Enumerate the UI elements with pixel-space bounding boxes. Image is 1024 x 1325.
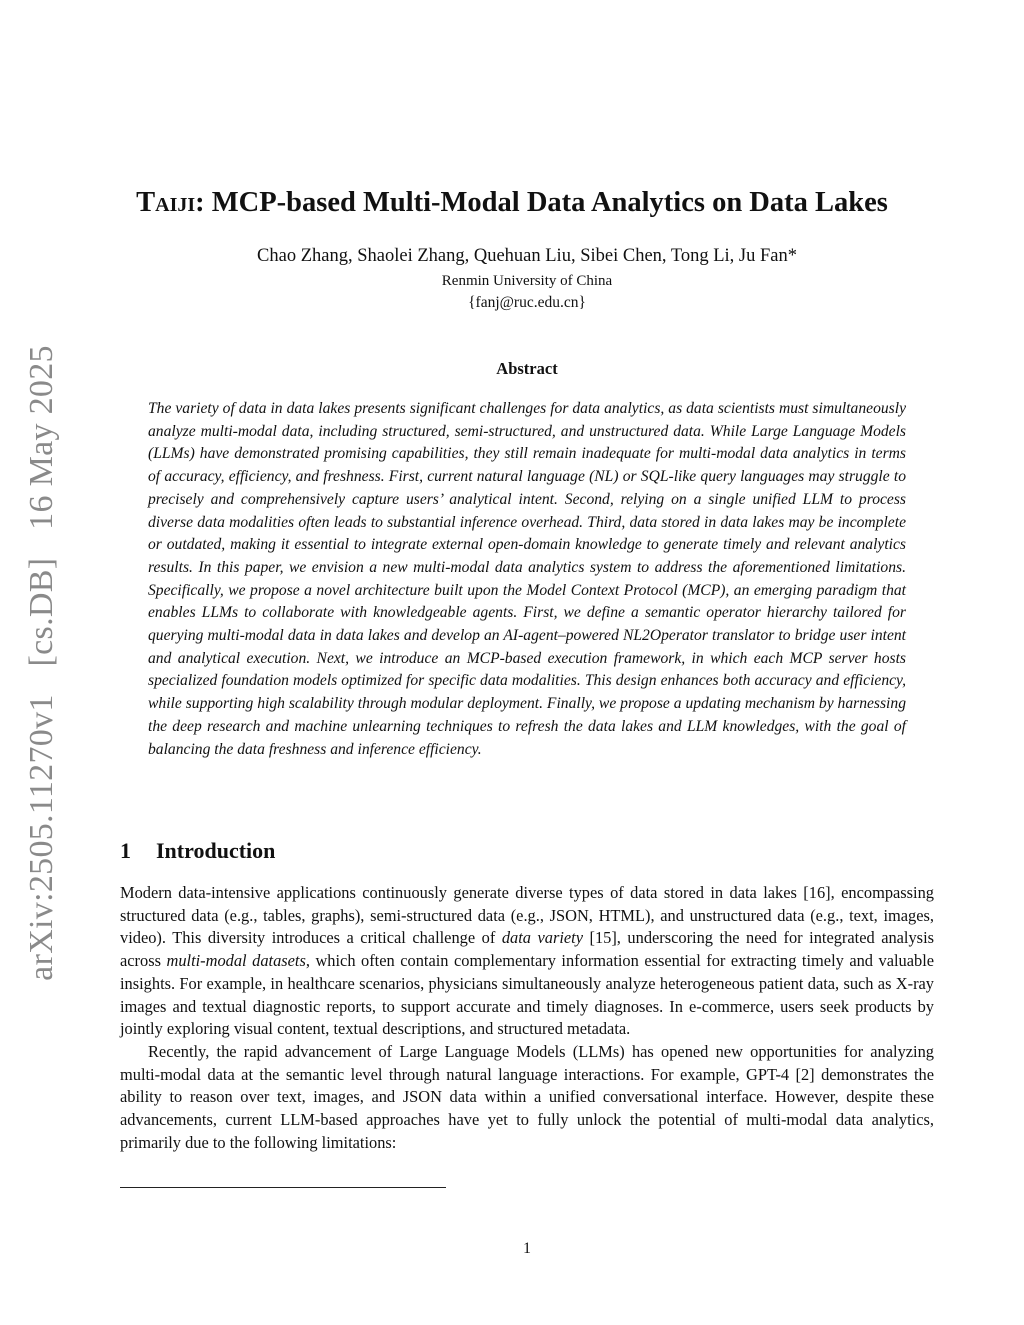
section-body xyxy=(120,882,934,1154)
section-number: 1 xyxy=(120,838,131,863)
page-number: 1 xyxy=(523,1240,531,1257)
arxiv-date: 16 May 2025 xyxy=(23,345,60,530)
contact-email: {fanj@ruc.edu.cn} xyxy=(468,294,586,311)
abstract-heading: Abstract xyxy=(496,359,558,378)
emphasis-multi-modal-datasets: multi-modal datasets xyxy=(166,951,306,971)
section-title: Introduction xyxy=(156,838,276,863)
arxiv-category: [cs.DB] xyxy=(23,557,60,667)
title-system-name: Taiji xyxy=(136,187,196,218)
author-list: Chao Zhang, Shaolei Zhang, Quehuan Liu, Sibei Chen, Tong Li, Ju Fan* xyxy=(257,246,797,266)
paragraph: Recently, the rapid advancement of Large Language Models (LLMs) has opened new opportunities for analyzing multi-modal data at the semantic level through natural language interactions. For example, GPT-4 [2] demonstrates the ability to reason over text, images, and JSON data within a unified conversational interface. However, despite these advancements, current LLM-based approaches have yet to fully unlock the potential of multi-modal data analytics, primarily due to the following limitations: xyxy=(120,1041,934,1152)
affiliation: Renmin University of China xyxy=(441,273,613,289)
emphasis-data-variety: data variety xyxy=(501,928,583,948)
section-heading xyxy=(120,836,275,866)
arxiv-stamp xyxy=(23,336,61,991)
paragraph-text: [15], underscoring the need for integrated analysis across xyxy=(120,928,934,971)
paragraph-text: Modern data-intensive applications continuously generate diverse types of data stored in data lakes [16], encompassing structured data (e.g., tables, graphs), semi-structured data (e.g., JSON, HTML), and unstructured data (e.g., text, images, video). This diversity introduces a critical challenge of xyxy=(120,883,934,948)
paragraph-text: , which often contain complementary information essential for extracting timely and valuable insights. For example, in healthcare scenarios, physicians simultaneously analyze heterogeneous patient data, such as X-ray images and textual diagnostic reports, to support accurate and timely diagnoses. In e-commerce, users seek products by jointly exploring visual content, textual descriptions, and structured metadata. xyxy=(120,951,935,1039)
arxiv-id: arXiv:2505.11270v1 xyxy=(23,694,60,981)
paragraph xyxy=(120,882,934,1041)
paper-title xyxy=(0,183,1024,223)
footnote-rule xyxy=(120,1187,446,1188)
title-rest: : MCP-based Multi-Modal Data Analytics on Data Lakes xyxy=(195,187,888,218)
abstract-text: The variety of data in data lakes presents significant challenges for data analytics, as data scientists must simultaneously analyze multi-modal data, including structured, semi-structured, and unstructured data. While Large Language Models (LLMs) have demonstrated promising capabilities, they still remain inadequate for multi-modal data analytics in terms of accuracy, efficiency, and freshness. First, current natural language (NL) or SQL-like query languages may struggle to precisely and comprehensively capture users’ analytical intent. Second, relying on a single unified LLM to process diverse data modalities often leads to substantial inference overhead. Third, data stored in data lakes may be incomplete or outdated, making it essential to integrate external open-domain knowledge to generate timely and relevant analytics results. In this paper, we envision a new multi-modal data analytics system to address the aforementioned limitations. Specifically, we propose a novel architecture built upon the Model Context Protocol (MCP), an emerging paradigm that enables LLMs to collaborate with knowledgeable agents. First, we define a semantic operator hierarchy tailored for querying multi-modal data in data lakes and develop an AI-agent–powered NL2Operator translator to bridge user intent and analytical execution. Next, we introduce an MCP-based execution framework, in which each MCP server hosts specialized foundation models optimized for specific data modalities. This design enhances both accuracy and efficiency, while supporting high scalability through modular deployment. Finally, we propose a updating mechanism by harnessing the deep research and machine unlearning techniques to refresh the data lakes and LLM knowledges, with the goal of balancing the data freshness and inference efficiency. xyxy=(148,400,906,758)
